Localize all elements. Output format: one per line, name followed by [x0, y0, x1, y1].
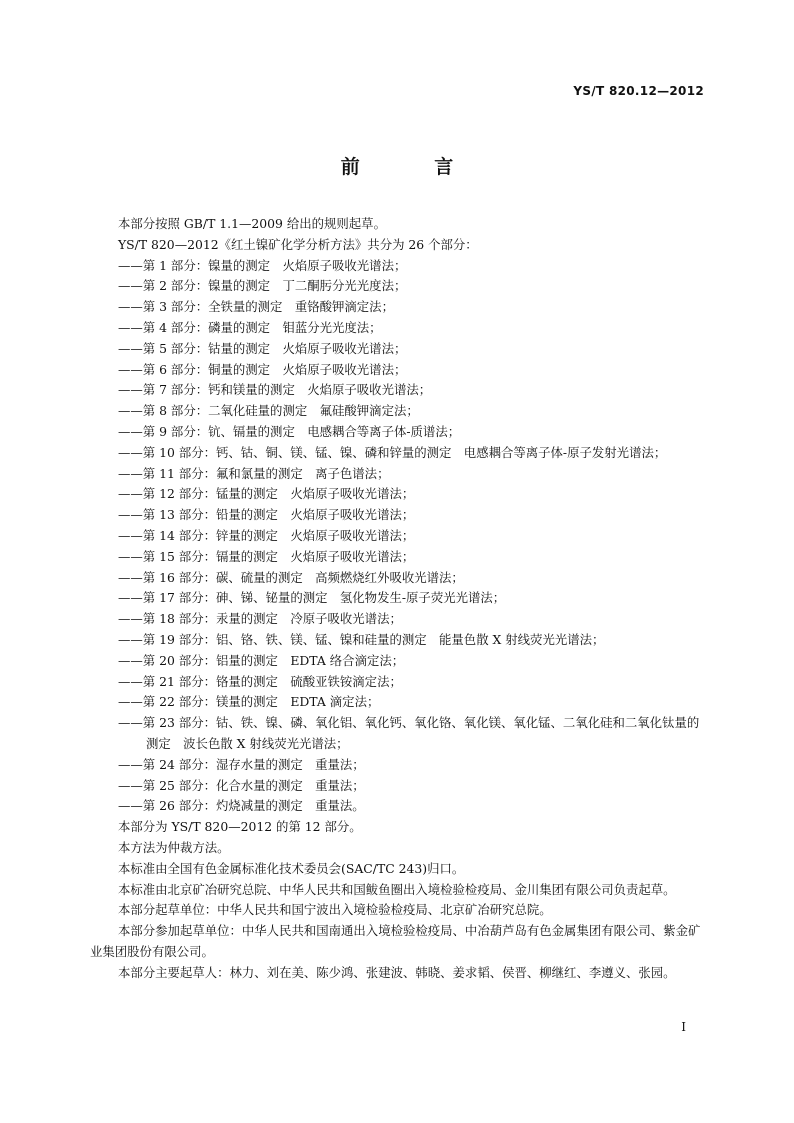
part-list-item: ——第 22 部分：镁量的测定 EDTA 滴定法；: [118, 694, 380, 710]
part-list-item: ——第 8 部分：二氧化硅量的测定 氟硅酸钾滴定法；: [118, 403, 419, 419]
intro-paragraph: YS/T 820—2012《红土镍矿化学分析方法》共分为 26 个部分：: [118, 236, 478, 252]
part-list-item: ——第 25 部分：化合水量的测定 重量法；: [118, 777, 365, 793]
part-list-item: ——第 21 部分：铬量的测定 硫酸亚铁铵滴定法；: [118, 673, 402, 689]
part-list-item: ——第 13 部分：铅量的测定 火焰原子吸收光谱法；: [118, 507, 415, 523]
part-list-item: ——第 15 部分：镉量的测定 火焰原子吸收光谱法；: [118, 548, 415, 564]
title-text: 前 言: [340, 156, 488, 178]
page-title: [0, 152, 794, 179]
part-list-item: ——第 2 部分：镍量的测定 丁二酮肟分光光度法；: [118, 278, 407, 294]
part-list-item: ——第 14 部分：锌量的测定 火焰原子吸收光谱法；: [118, 527, 415, 543]
closing-paragraph: 本标准由全国有色金属标准化技术委员会(SAC/TC 243)归口。: [118, 860, 465, 876]
part-list-item: ——第 10 部分：钙、钴、铜、镁、锰、镍、磷和锌量的测定 电感耦合等离子体-原子发射光谱法；: [118, 444, 667, 460]
part-list-item: ——第 4 部分：磷量的测定 钼蓝分光光度法；: [118, 319, 382, 335]
intro-paragraph: 本部分按照 GB/T 1.1—2009 给出的规则起草。: [118, 216, 386, 231]
part-list-item: ——第 7 部分：钙和镁量的测定 火焰原子吸收光谱法；: [118, 382, 432, 398]
part-list-item: ——第 1 部分：镍量的测定 火焰原子吸收光谱法；: [118, 257, 407, 273]
closing-paragraph: 本部分参加起草单位：中华人民共和国南通出入境检验检疫局、中冶葫芦岛有色金属集团有限公司、紫金矿业集团股份有限公司。: [90, 923, 701, 959]
closing-paragraph: 本方法为仲裁方法。: [118, 839, 230, 855]
closing-paragraph: 本标准由北京矿冶研究总院、中华人民共和国鲅鱼圈出入境检验检疫局、金川集团有限公司负责起草。: [118, 881, 676, 897]
part-list-item: ——第 12 部分：锰量的测定 火焰原子吸收光谱法；: [118, 486, 415, 502]
page-number: I: [681, 1020, 686, 1034]
part-list-item: ——第 23 部分：钴、铁、镍、磷、氧化铝、氧化钙、氧化铬、氧化镁、氧化锰、二氧化硅和二氧化钛量的测定 波长色散 X 射线荧光光谱法；: [118, 715, 700, 751]
part-list-item: ——第 18 部分：汞量的测定 冷原子吸收光谱法；: [118, 611, 402, 627]
part-list-item: ——第 16 部分：碳、硫量的测定 高频燃烧红外吸收光谱法；: [118, 569, 464, 585]
part-list-item: ——第 6 部分：铜量的测定 火焰原子吸收光谱法；: [118, 361, 407, 377]
part-list-item: ——第 9 部分：钪、镉量的测定 电感耦合等离子体-质谱法；: [118, 423, 461, 439]
closing-paragraph: 本部分主要起草人：林力、刘在美、陈少鸿、张建波、韩晓、姜求韬、侯晋、柳继红、李遵义、张园。: [118, 964, 676, 980]
part-list-item: ——第 26 部分：灼烧减量的测定 重量法。: [118, 798, 365, 814]
part-list-item: ——第 20 部分：铝量的测定 EDTA 络合滴定法；: [118, 652, 405, 668]
foreword-body: [90, 214, 706, 983]
part-list-item: ——第 17 部分：砷、锑、铋量的测定 氢化物发生-原子荧光光谱法；: [118, 590, 506, 606]
part-list-item: ——第 3 部分：全铁量的测定 重铬酸钾滴定法；: [118, 299, 394, 315]
part-list-item: ——第 11 部分：氟和氯量的测定 离子色谱法；: [118, 465, 390, 481]
document-code: YS/T 820.12—2012: [573, 84, 704, 98]
closing-paragraph: 本部分为 YS/T 820—2012 的第 12 部分。: [118, 819, 362, 835]
closing-paragraph: 本部分起草单位：中华人民共和国宁波出入境检验检疫局、北京矿冶研究总院。: [118, 902, 552, 918]
part-list-item: ——第 5 部分：钴量的测定 火焰原子吸收光谱法；: [118, 340, 407, 356]
part-list-item: ——第 24 部分：湿存水量的测定 重量法；: [118, 756, 365, 772]
part-list-item: ——第 19 部分：铝、铬、铁、镁、锰、镍和硅量的测定 能量色散 X 射线荧光光谱法；: [118, 631, 605, 647]
